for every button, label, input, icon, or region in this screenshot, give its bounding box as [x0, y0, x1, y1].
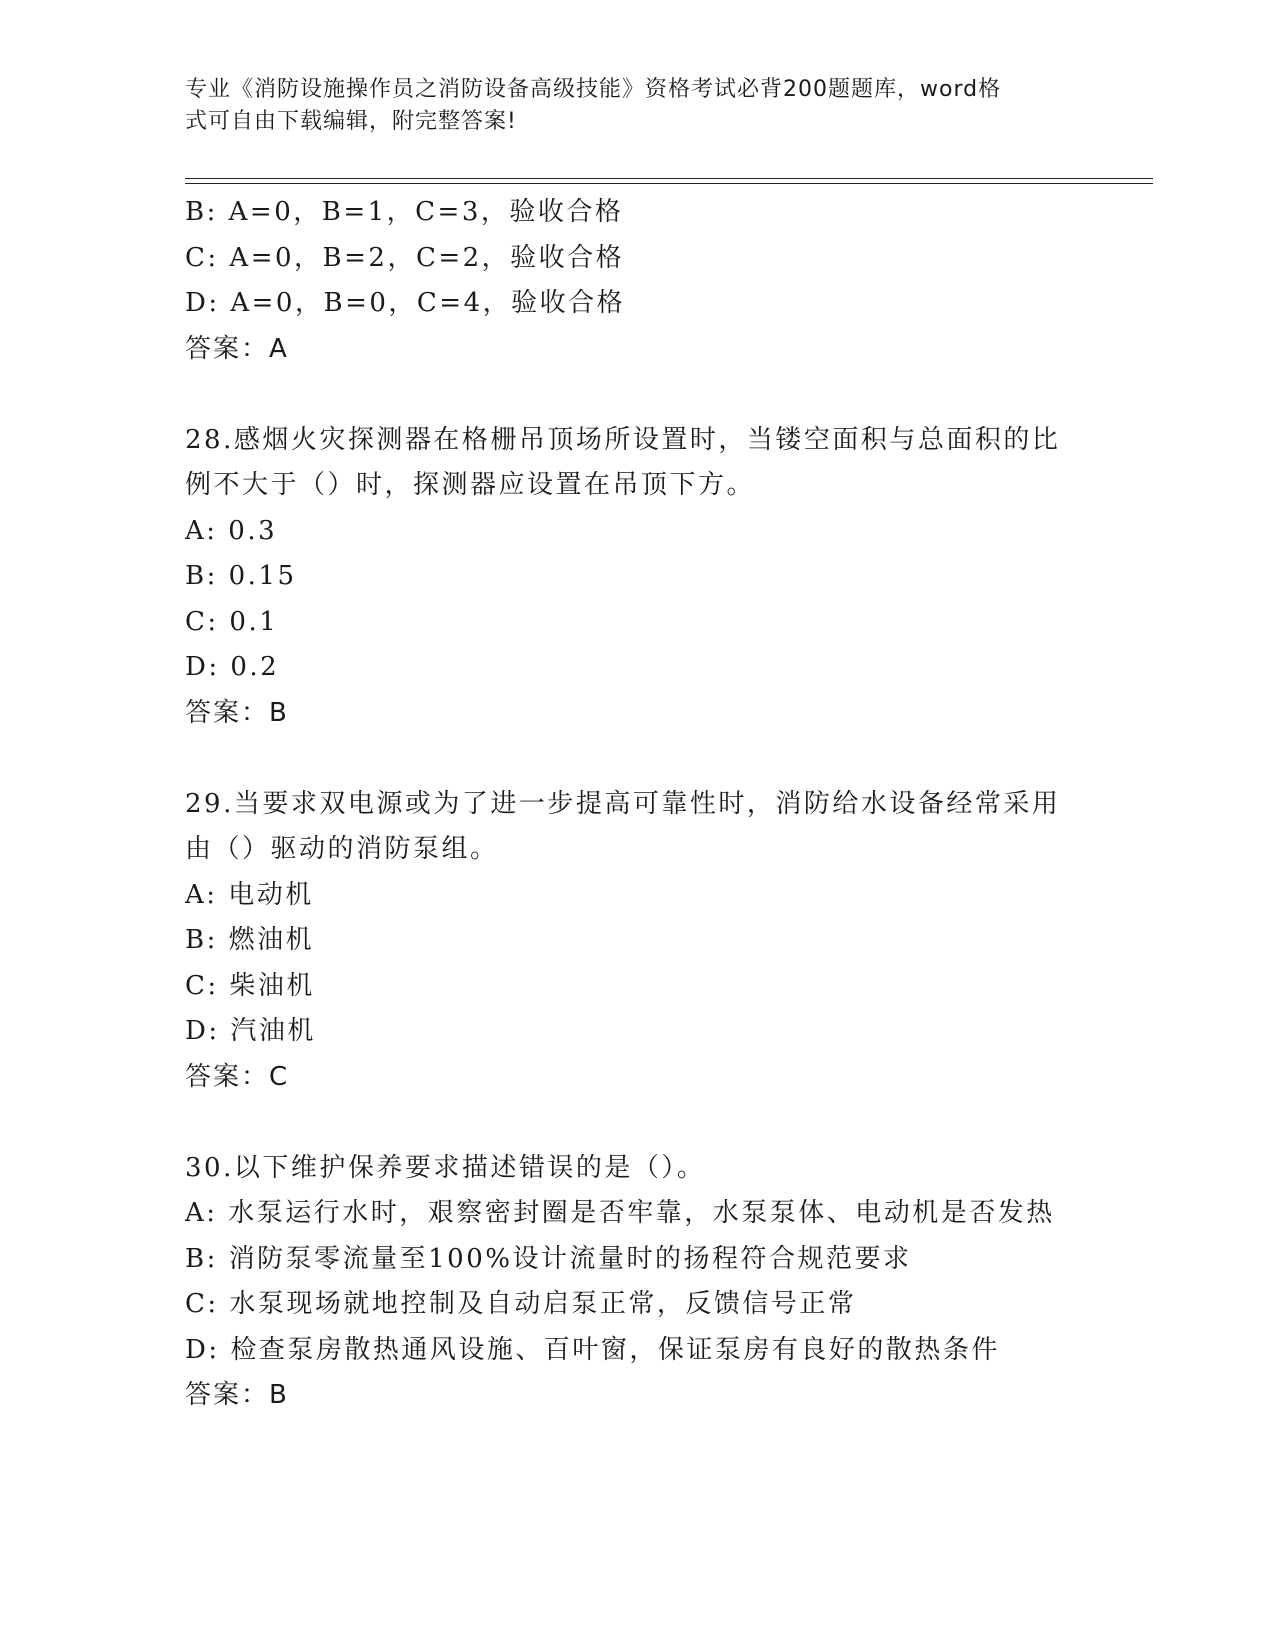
spacer [185, 1100, 1085, 1146]
question-29 [185, 782, 1085, 1101]
answer-label: 答案：C [185, 1061, 290, 1092]
option-b: B: 0.15 [185, 561, 297, 591]
option-c: C: 水泵现场就地控制及自动启泵正常，反馈信号正常 [185, 1289, 857, 1319]
option-c: C: A=0，B=2，C=2，验收合格 [185, 242, 625, 273]
option-b: B: 燃油机 [185, 925, 315, 955]
option-d: D: 0.2 [185, 652, 280, 682]
question-28 [185, 418, 1085, 737]
option-d: D: A=0，B=0，C=4，验收合格 [185, 288, 626, 318]
answer-label: 答案：B [185, 1380, 289, 1410]
question-title-line-2: 由（）驱动的消防泵组。 [185, 834, 499, 864]
question-title-line-1: 29.当要求双电源或为了进一步提高可靠性时，消防给水设备经常采用 [185, 788, 1061, 819]
question-30 [185, 1146, 1085, 1419]
header-line-1: 专业《消防设施操作员之消防设备高级技能》资格考试必背200题题库，word格 [185, 77, 1002, 102]
document-header [185, 74, 1065, 138]
option-a: A: 水泵运行水时，艰察密封圈是否牢靠，水泵泵体、电动机是否发热 [185, 1198, 1055, 1228]
answer-label: 答案：A [185, 333, 289, 364]
option-c: C: 0.1 [185, 606, 279, 637]
option-d: D: 汽油机 [185, 1016, 316, 1046]
spacer [185, 736, 1085, 782]
answer-label: 答案：B [185, 697, 289, 728]
option-a: A: 0.3 [185, 515, 278, 546]
header-line-2: 式可自由下载编辑，附完整答案! [185, 109, 517, 134]
option-d: D: 检查泵房散热通风设施、百叶窗，保证泵房有良好的散热条件 [185, 1334, 1000, 1365]
option-b: B: A=0，B=1，C=3，验收合格 [185, 197, 624, 227]
option-b: B: 消防泵零流量至100%设计流量时的扬程符合规范要求 [185, 1243, 912, 1274]
prev-question [185, 190, 1085, 372]
option-a: A: 电动机 [185, 879, 314, 910]
question-title-line-1: 30.以下维护保养要求描述错误的是（）。 [185, 1152, 706, 1183]
question-title-line-2: 例不大于（）时，探测器应设置在吊顶下方。 [185, 470, 756, 500]
question-title-line-1: 28.感烟火灾探测器在格栅吊顶场所设置时，当镂空面积与总面积的比 [185, 424, 1061, 455]
option-c: C: 柴油机 [185, 970, 315, 1001]
header-divider [185, 178, 1153, 184]
spacer [185, 372, 1085, 418]
question-content [185, 190, 1085, 1419]
